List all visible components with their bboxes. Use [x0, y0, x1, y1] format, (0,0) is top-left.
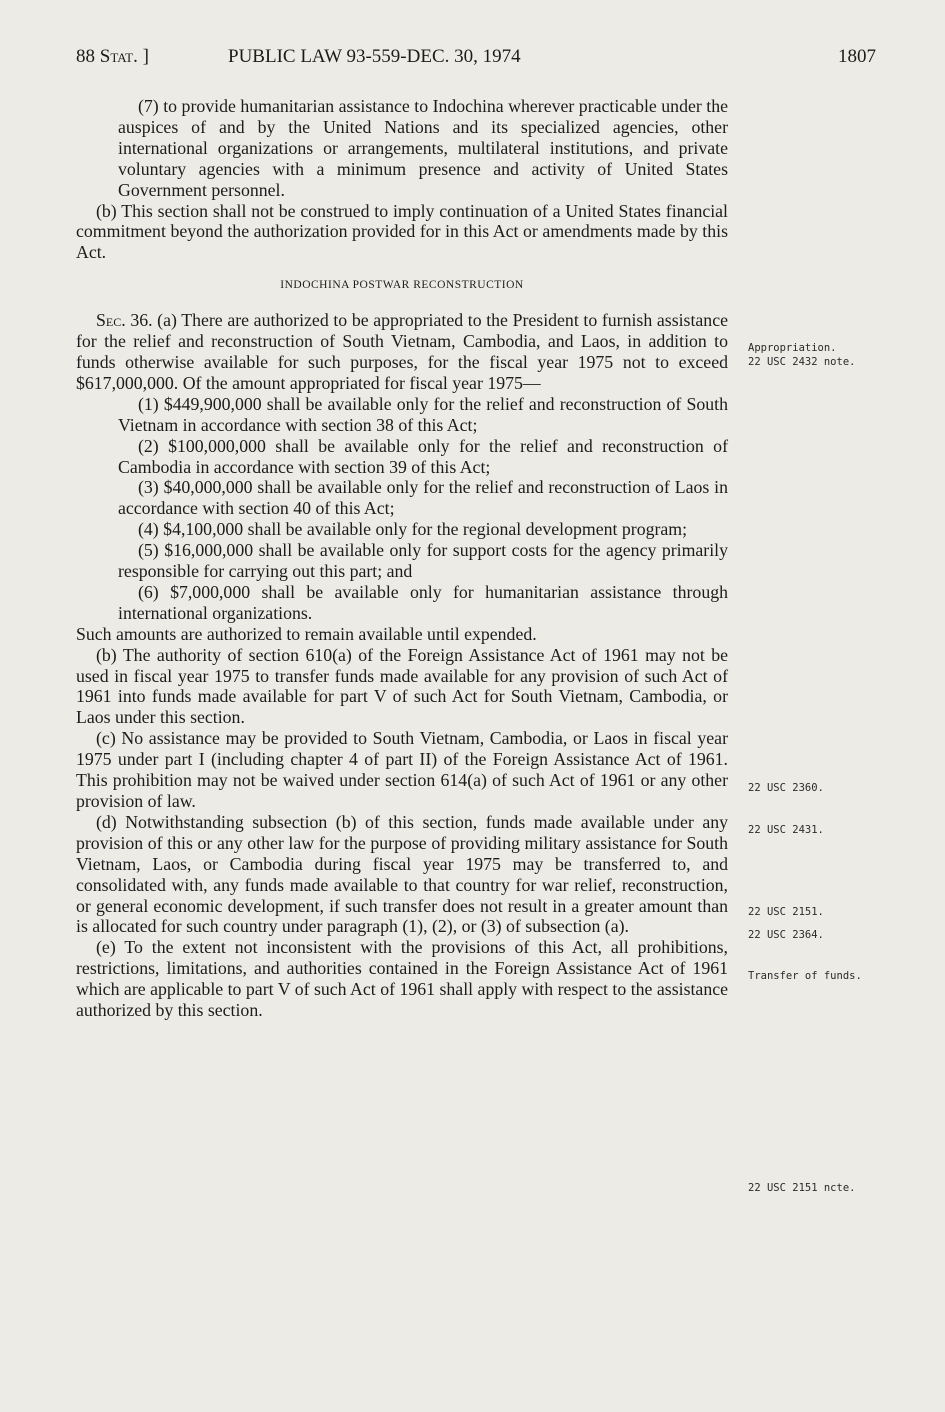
- section-36-e: (e) To the extent not inconsistent with the provisions of this Act, all prohibitions, restrictions, limitations, and authorities contained in the Foreign Assistance Act of 1961 which are applicable to part V of such Act of 1961 shall apply with respect to the assistance authorized by this section.: [76, 937, 728, 1021]
- item-6: (6) $7,000,000 shall be available only for humanitarian assistance through international organizations.: [118, 581, 728, 623]
- section-36-b: (b) The authority of section 610(a) of the Foreign Assistance Act of 1961 may not be used in fiscal year 1975 to transfer funds made available for any provision of such Act of 1961 into funds made available for part V of such Act for South Vietnam, Cambodia, or Laos under this section.: [76, 644, 728, 728]
- section-36-d: (d) Notwithstanding subsection (b) of this section, funds made available under any provision of this or any other law for the purpose of providing military assistance for South Vietnam, Laos, or Cambodia during fiscal year 1975 may be transferred to, and consolidated with, any funds made available to that country for war relief, reconstruction, or general economic development, if such transfer does not result in a greater amount than is allocated for such country under paragraph (1), (2), or (3) of subsection (a).: [76, 811, 728, 937]
- item-2: (2) $100,000,000 shall be available only for the relief and reconstruction of Cambodia in accordance with section 39 of this Act;: [118, 435, 728, 477]
- section-36-c: (c) No assistance may be provided to South Vietnam, Cambodia, or Laos in fiscal year 1975 under part I (including chapter 4 of part II) of the Foreign Assistance Act of 1961. This prohibition may not be waived under section 614(a) of such Act of 1961 or any other provision of law.: [76, 728, 728, 811]
- item-3: (3) $40,000,000 shall be available only for the relief and reconstruction of Laos in accordance with section 40 of this Act;: [118, 477, 728, 519]
- header-statute-reference: 88 Stat. ]: [76, 46, 149, 67]
- margin-note-22-usc-2360: 22 USC 2360.: [748, 782, 824, 794]
- section-label: Sec.: [96, 310, 126, 331]
- section-heading: INDOCHINA POSTWAR RECONSTRUCTION: [280, 279, 524, 292]
- body-text: [76, 96, 728, 1021]
- section-36-a: [76, 310, 728, 394]
- margin-note-22-usc-2151-note: 22 USC 2151 ncte.: [748, 1182, 856, 1194]
- margin-note-transfer-of-funds: Transfer of funds.: [748, 970, 862, 982]
- section-36-a-text: 36. (a) There are authorized to be appropriated to the President to furnish assistance for the relief and reconstruction of South Vietnam, Cambodia, and Laos, in addition to funds otherwise available for such purposes, for the fiscal year 1975 not to exceed $617,000,000. Of the amount appropriated for fiscal year 1975—: [76, 310, 728, 393]
- margin-note-22-usc-2364: 22 USC 2364.: [748, 929, 824, 941]
- margin-note-22-usc-2151: 22 USC 2151.: [748, 906, 824, 918]
- page-number: 1807: [838, 46, 876, 67]
- header-law-title: PUBLIC LAW 93-559-DEC. 30, 1974: [228, 46, 521, 67]
- margin-note-appropriation: Appropriation.: [748, 342, 837, 354]
- paragraph-7: (7) to provide humanitarian assistance to Indochina wherever practicable under the auspices of and by the United Nations and its specialized agencies, other international organizations or arrangements, multilateral institutions, and private voluntary agencies with a minimum presence and activity of United States Government personnel.: [118, 96, 728, 200]
- item-1: (1) $449,900,000 shall be available only for the relief and reconstruction of South Vietnam in accordance with section 38 of this Act;: [118, 393, 728, 435]
- margin-note-22-usc-2432: 22 USC 2432 note.: [748, 356, 856, 368]
- paragraph-b: (b) This section shall not be construed to imply continuation of a United States financial commitment beyond the authorization provided for in this Act or amendments made by this Act.: [76, 200, 728, 263]
- margin-note-22-usc-2431: 22 USC 2431.: [748, 824, 824, 836]
- item-4: (4) $4,100,000 shall be available only for the regional development program;: [138, 519, 688, 540]
- such-amounts: Such amounts are authorized to remain available until expended.: [76, 623, 537, 644]
- item-5: (5) $16,000,000 shall be available only for support costs for the agency primarily responsible for carrying out this part; and: [118, 540, 728, 582]
